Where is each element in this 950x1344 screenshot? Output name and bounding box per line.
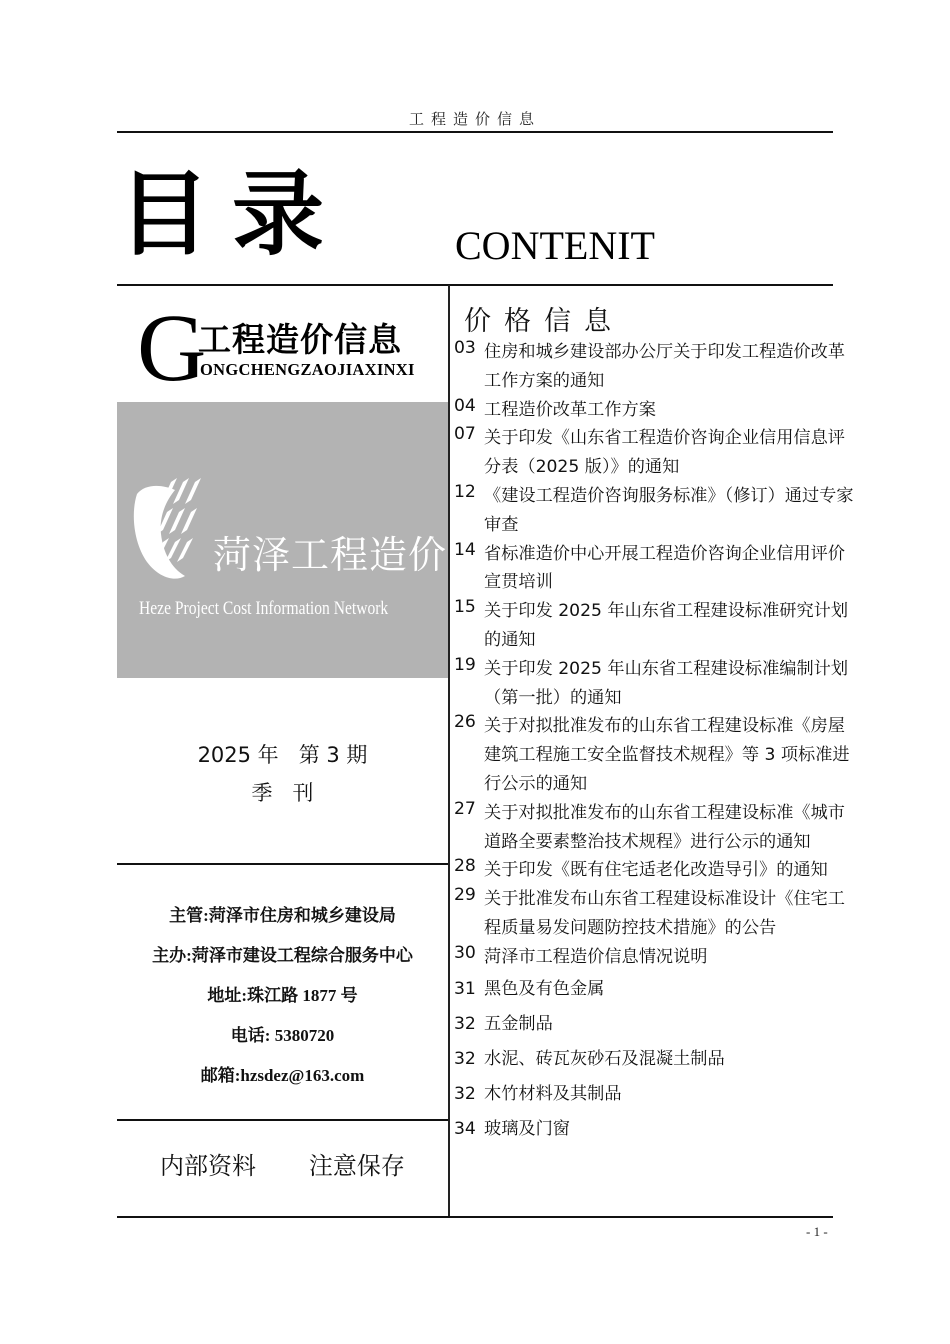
column-divider [448,285,450,1217]
toc-page-number: 19 [454,654,476,675]
toc-item[interactable] [454,885,854,943]
toc-page-number: 15 [454,597,476,618]
toc-title: 五金制品 [484,1013,553,1034]
toc-title: 关于印发《既有住宅适老化改造导引》的通知 [484,860,828,881]
logo-name-cn: 菏泽工程造价 [213,533,448,577]
toc-item[interactable] [454,972,854,1007]
toc-page-number: 31 [454,978,476,999]
page-title-cn: 目录 [118,160,347,268]
toc-title: 水泥、砖瓦灰砂石及混凝土制品 [484,1048,725,1069]
logo-name-en: Heze Project Cost Information Network [139,598,389,619]
toc-page-number: 07 [454,424,476,445]
toc-title: 菏泽市工程造价信息情况说明 [484,946,708,967]
toc-item[interactable] [454,540,854,598]
toc-section-heading: 价格信息 [464,306,624,337]
toc-item[interactable] [454,655,854,713]
toc-item[interactable] [454,799,854,857]
toc-title: 省标准造价中心开展工程造价咨询企业信用评价宣贯培训 [484,543,845,593]
issue-frequency: 季 刊 [251,781,314,805]
publisher-sponsor: 主办:菏泽市建设工程综合服务中心 [152,946,413,965]
masthead-initial: G [137,294,207,401]
internal-notice: 内部资料 注意保存 [160,1152,405,1180]
toc-page-number: 14 [454,539,476,560]
footer-rule [117,1216,833,1218]
toc-title: 木竹材料及其制品 [484,1083,622,1104]
issue-number: 2025 年 第 3 期 [197,743,368,767]
toc-item[interactable] [454,856,854,885]
toc-page-number: 28 [454,856,476,877]
toc-item[interactable] [454,597,854,655]
toc-page-number: 32 [454,1013,476,1034]
toc-page-number: 29 [454,885,476,906]
toc-item[interactable] [454,712,854,798]
masthead-name-en: ONGCHENGZAOJIAXINXI [200,360,415,379]
toc-page-number: 26 [454,712,476,733]
masthead-name-cn: 工程造价信息 [198,320,402,359]
toc-title: 关于印发《山东省工程造价咨询企业信用信息评分表（2025 版）》的通知 [484,428,845,478]
toc-page-number: 27 [454,798,476,819]
toc-page-number: 04 [454,395,476,416]
logo-panel [117,402,448,678]
toc-item[interactable] [454,1007,854,1042]
left-rule-1 [117,863,448,865]
publisher-address: 地址:珠江路 1877 号 [207,986,358,1005]
heze-cost-logo-icon [131,472,211,582]
left-rule-2 [117,1119,448,1121]
header-rule [117,131,833,133]
toc-page-number: 03 [454,338,476,358]
toc-item[interactable] [454,1112,854,1147]
publisher-phone: 电话: 5380720 [230,1026,335,1045]
toc-title: 工程造价改革工作方案 [484,399,656,420]
page-number: - 1 - [806,1224,828,1239]
toc-item[interactable] [454,1042,854,1077]
toc-page-number: 12 [454,481,476,502]
toc-item[interactable] [454,943,854,972]
toc-item[interactable] [454,424,854,482]
toc-title: 住房和城乡建设部办公厅关于印发工程造价改革工作方案的通知 [484,342,845,391]
table-of-contents [454,338,854,1147]
toc-page-number: 34 [454,1118,476,1139]
toc-item[interactable] [454,1077,854,1112]
toc-title: 关于印发 2025 年山东省工程建设标准编制计划（第一批）的通知 [484,658,849,708]
publisher-email: 邮箱:hzsdez@163.com [200,1066,365,1085]
page-title-en: CONTENIT [455,223,655,268]
toc-title: 黑色及有色金属 [484,978,605,999]
toc-page-number: 32 [454,1083,476,1104]
toc-title: 关于对拟批准发布的山东省工程建设标准《城市道路全要素整治技术规程》进行公示的通知 [484,802,845,852]
toc-item[interactable] [454,396,854,425]
toc-title: 关于批准发布山东省工程建设标准设计《住宅工程质量易发问题防控技术措施》的公告 [484,889,845,938]
toc-item[interactable] [454,338,854,396]
toc-title: 关于印发 2025 年山东省工程建设标准研究计划的通知 [484,601,849,650]
title-rule [117,284,833,286]
toc-title: 关于对拟批准发布的山东省工程建设标准《房屋建筑工程施工安全监督技术规程》等 3 项标准进行公示的通知 [484,716,850,794]
publisher-supervisor: 主管:菏泽市住房和城乡建设局 [169,906,396,925]
running-header: 工程造价信息 [408,110,541,128]
toc-title: 玻璃及门窗 [484,1118,570,1139]
toc-page-number: 32 [454,1048,476,1069]
toc-title: 《建设工程造价咨询服务标准》（修订）通过专家审查 [484,485,854,535]
toc-page-number: 30 [454,942,476,963]
toc-item[interactable] [454,482,854,540]
